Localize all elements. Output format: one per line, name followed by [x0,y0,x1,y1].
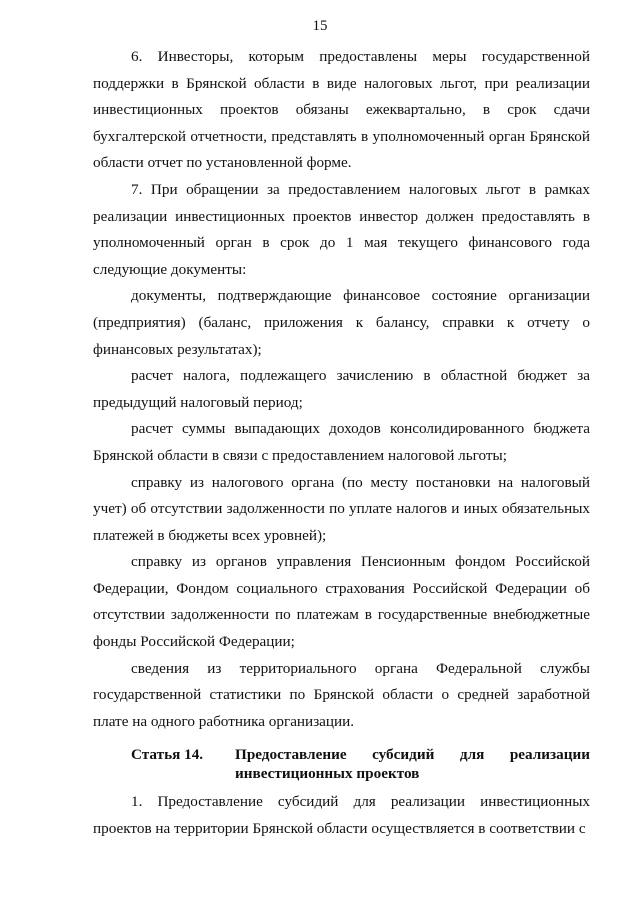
document-body [93,44,590,843]
list-item-lost-revenue-calculation: расчет суммы выпадающих доходов консолидированного бюджета Брянской области в связи с предоставлением налоговой льготы; [93,420,590,464]
list-item-tax-calculation: расчет налога, подлежащего зачислению в областной бюджет за предыдущий налоговый период; [93,367,590,411]
paragraph-subsidies: 1. Предоставление субсидий для реализации инвестиционных проектов на территории Брянской области осуществляется в соответствии с [93,793,590,838]
paragraph-investor-reporting: 6. Инвесторы, которым предоставлены меры государственной поддержки в Брянской области в виде налоговых льгот, при реализации инвестиционных проектов обязаны ежеквартально, в срок сдачи бухгалтерской отчетности, представлять в уполномоченный орган Брянской области отчет по установленной форме. [93,48,590,172]
article-heading [93,745,590,783]
list-item-pension-fund-certificate: справку из органов управления Пенсионным фондом Российской Федерации, Фондом социального страхования Российской Федерации об отсутствии задолженности по платежам в государственные внебюджетные фонды Российской Федерации; [93,553,590,651]
list-item-statistics-info: сведения из территориального органа Федеральной службы государственной статистики по Брянской области о средней заработной плате на одного работника организации. [93,659,590,730]
paragraph-documents-required: 7. При обращении за предоставлением налоговых льгот в рамках реализации инвестиционных проектов инвестор должен предоставлять в уполномоченный орган в срок до 1 мая текущего финансового года следующие документы: [93,180,590,278]
list-item-tax-authority-certificate: справку из налогового органа (по месту постановки на налоговый учет) об отсутствии задолженности по уплате налогов и иных обязательных платежей в бюджеты всех уровней); [93,473,590,544]
article-title-line-2: инвестиционных проектов [235,765,420,783]
page-number: 15 [312,18,328,34]
article-title-line-1: Предоставление субсидий для реализации [235,746,590,764]
article-label: Статья 14. [131,746,204,764]
list-item-financial-documents: документы, подтверждающие финансовое состояние организации (предприятия) (баланс, приложения к балансу, справки к отчету о финансовых результатах); [93,287,590,358]
article-title [235,745,590,783]
